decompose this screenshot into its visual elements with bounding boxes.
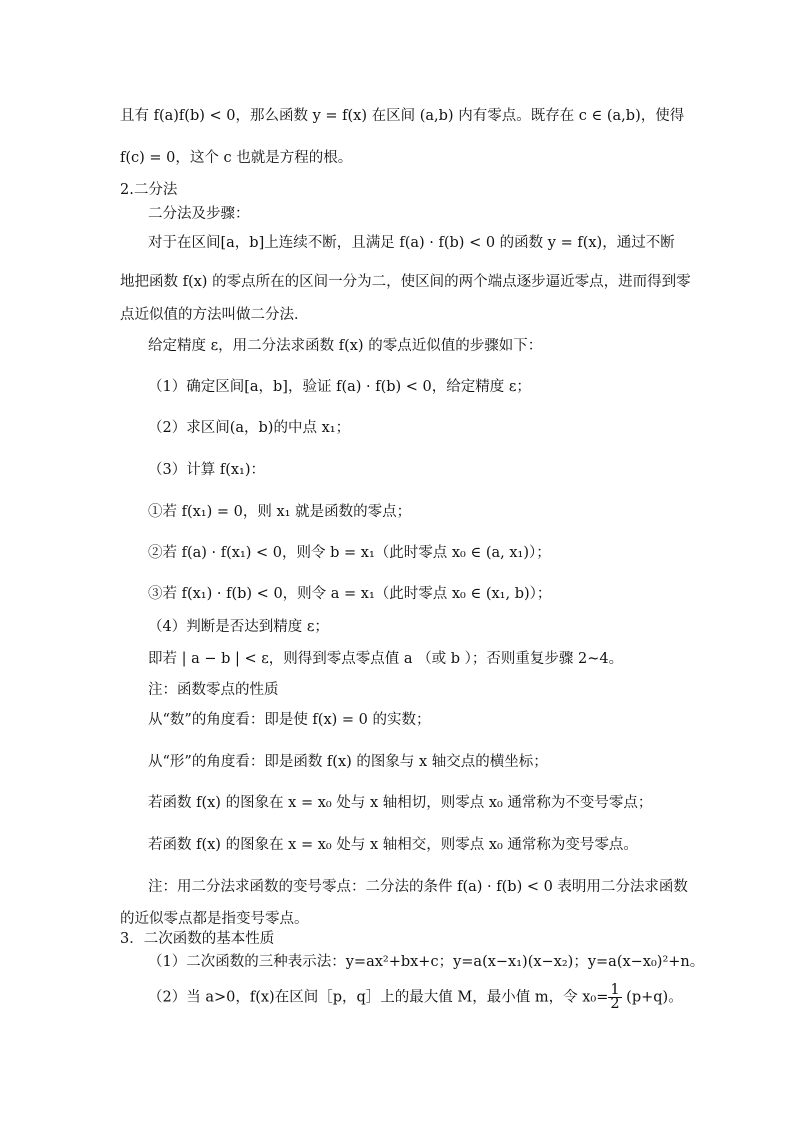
text-line-19: 从“形”的角度看：即是函数 f(x) 的图象与 x 轴交点的横坐标；: [148, 754, 548, 770]
text-line-16: 即若 | a − b | < ε，则得到零点零点值 a （或 b ）；否则重复步骤 2~4。: [148, 651, 624, 667]
section-heading-3: 3．二次函数的基本性质: [120, 931, 275, 947]
fraction-one-half: [608, 984, 621, 1011]
text-line-18: 从“数”的角度看：即是使 f(x) = 0 的实数；: [148, 712, 431, 728]
fraction-denominator: 2: [610, 996, 620, 1012]
text-line-22: 注：用二分法求函数的变号零点：二分法的条件 f(a) · f(b) < 0 表明用二分法求函数: [148, 879, 688, 895]
text-line-1: 且有 f(a)f(b) < 0，那么函数 y = f(x) 在区间 (a,b) 内有零点。既存在 c ∈ (a,b)，使得: [120, 108, 685, 124]
text-line-21: 若函数 f(x) 的图象在 x = x₀ 处与 x 轴相交，则零点 x₀ 通常称为变号零点。: [148, 837, 638, 853]
step-3-case-1: ①若 f(x₁) = 0，则 x₁ 就是函数的零点；: [148, 504, 412, 520]
text-line-6: 地把函数 f(x) 的零点所在的区间一分为二，使区间的两个端点逐步逼近零点，进而得到零: [120, 274, 691, 290]
fraction-numerator: 1: [610, 982, 620, 998]
text-line-5: 对于在区间[a，b]上连续不断，且满足 f(a) · f(b) < 0 的函数 y = f(x)，通过不断: [148, 235, 675, 251]
text-line-20: 若函数 f(x) 的图象在 x = x₀ 处与 x 轴相切，则零点 x₀ 通常称为不变号零点；: [148, 795, 653, 811]
step-1: （1）确定区间[a，b]，验证 f(a) · f(b) < 0，给定精度 ε；: [148, 379, 531, 395]
step-3-case-2: ②若 f(a) · f(x₁) < 0，则令 b = x₁（此时零点 x₀ ∈ (a, x₁)）；: [148, 545, 551, 561]
text-line-25: （1）二次函数的三种表示法：y=ax²+bx+c；y=a(x−x₁)(x−x₂)；y=a(x−x₀)²+n。: [148, 954, 705, 970]
section-heading-2: 2.二分法: [120, 182, 178, 198]
text-line-2: f(c) = 0，这个 c 也就是方程的根。: [120, 150, 353, 166]
text-line-23: 的近似零点都是指变号零点。: [120, 911, 309, 927]
step-2: （2）求区间(a，b)的中点 x₁；: [148, 420, 351, 436]
text-line-26-post: (p+q)。: [621, 989, 683, 1006]
note-heading: 注：函数零点的性质: [148, 682, 279, 698]
text-line-8: 给定精度 ε，用二分法求函数 f(x) 的零点近似值的步骤如下：: [148, 338, 543, 354]
step-4: （4）判断是否达到精度 ε；: [148, 619, 329, 635]
subheading-bisection-steps: 二分法及步骤：: [148, 206, 250, 222]
text-line-26-pre: （2）当 a>0，f(x)在区间［p，q］上的最大值 M，最小值 m，令 x₀=: [148, 989, 609, 1006]
step-3: （3）计算 f(x₁)：: [148, 462, 266, 478]
step-3-case-3: ③若 f(x₁) · f(b) < 0，则令 a = x₁（此时零点 x₀ ∈ (x₁, b)）；: [148, 586, 552, 602]
text-line-26: [148, 984, 683, 1011]
text-line-7: 点近似值的方法叫做二分法．: [120, 307, 309, 323]
